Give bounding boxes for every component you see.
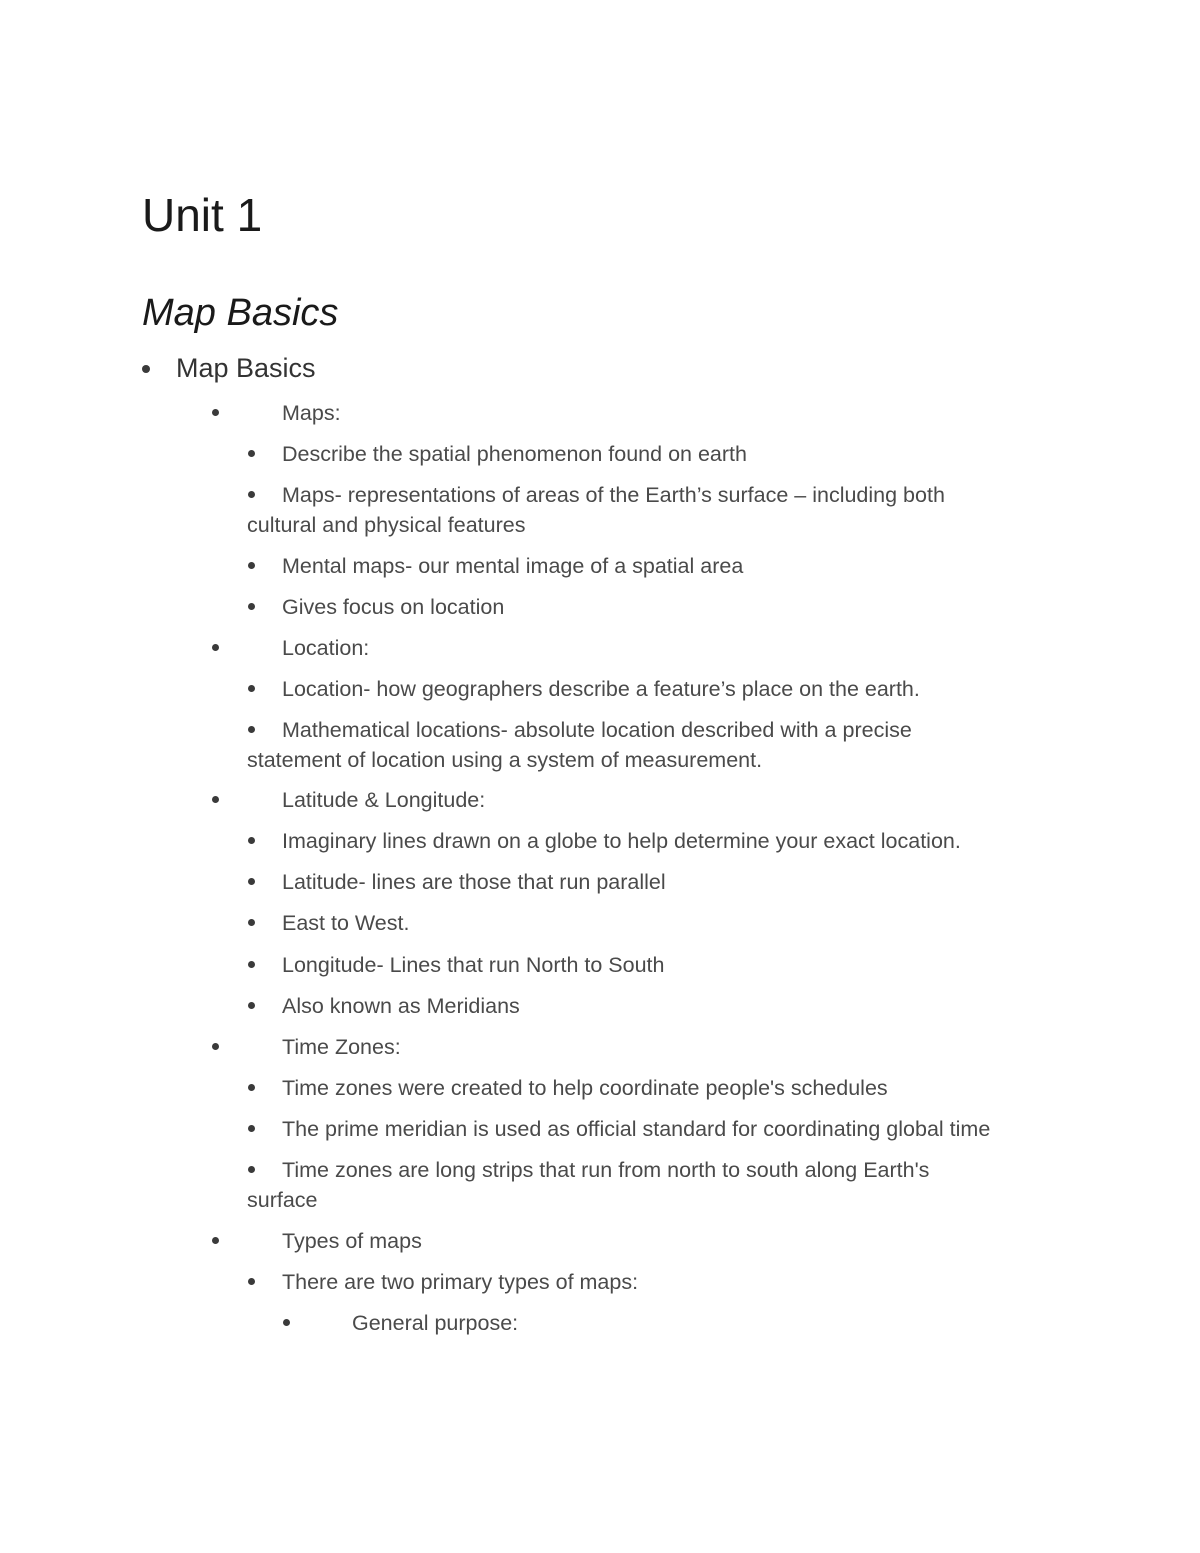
page-subtitle: Map Basics (142, 292, 339, 334)
bullet-icon (248, 837, 255, 844)
bullet-icon (248, 562, 255, 569)
list-item: Time zones were created to help coordinate people's schedules (282, 1076, 888, 1100)
list-item: Gives focus on location (282, 595, 505, 619)
list-item: There are two primary types of maps: (282, 1270, 639, 1294)
bullet-icon (248, 450, 255, 457)
list-heading-maps: Maps: (282, 401, 341, 425)
list-item: East to West. (282, 911, 410, 935)
list-item: Latitude- lines are those that run parallel (282, 870, 666, 894)
list-item: Maps- representations of areas of the Earth’s surface – including both (282, 483, 945, 507)
bullet-icon (248, 919, 255, 926)
list-item: Imaginary lines drawn on a globe to help determine your exact location. (282, 829, 961, 853)
section-heading: Map Basics (176, 353, 316, 383)
list-item: Mental maps- our mental image of a spatial area (282, 554, 744, 578)
list-item: Also known as Meridians (282, 994, 520, 1018)
list-heading-timezones: Time Zones: (282, 1035, 401, 1059)
list-heading-location: Location: (282, 636, 370, 660)
bullet-icon (248, 1084, 255, 1091)
list-item-continuation: statement of location using a system of measurement. (247, 748, 763, 772)
bullet-icon (248, 726, 255, 733)
bullet-icon (248, 961, 255, 968)
bullet-icon (212, 1043, 219, 1050)
bullet-icon (248, 685, 255, 692)
page-title: Unit 1 (142, 189, 263, 241)
bullet-icon (212, 796, 219, 803)
list-item: Time zones are long strips that run from north to south along Earth's (282, 1158, 930, 1182)
bullet-icon (212, 409, 219, 416)
bullet-icon (248, 878, 255, 885)
list-subitem: General purpose: (352, 1311, 519, 1335)
list-item-continuation: cultural and physical features (247, 513, 526, 537)
list-item: Describe the spatial phenomenon found on earth (282, 442, 747, 466)
list-item: The prime meridian is used as official standard for coordinating global time (282, 1117, 991, 1141)
list-item: Location- how geographers describe a feature’s place on the earth. (282, 677, 920, 701)
bullet-icon (248, 1125, 255, 1132)
bullet-icon (248, 1278, 255, 1285)
bullet-icon (248, 491, 255, 498)
list-item: Mathematical locations- absolute location described with a precise (282, 718, 912, 742)
bullet-icon (248, 603, 255, 610)
bullet-icon (212, 1237, 219, 1244)
bullet-icon (283, 1319, 290, 1326)
list-item-continuation: surface (247, 1188, 318, 1212)
bullet-icon (142, 365, 150, 373)
list-heading-latlong: Latitude & Longitude: (282, 788, 486, 812)
bullet-icon (212, 644, 219, 651)
bullet-icon (248, 1002, 255, 1009)
bullet-icon (248, 1166, 255, 1173)
list-heading-types: Types of maps (282, 1229, 422, 1253)
list-item: Longitude- Lines that run North to South (282, 953, 665, 977)
